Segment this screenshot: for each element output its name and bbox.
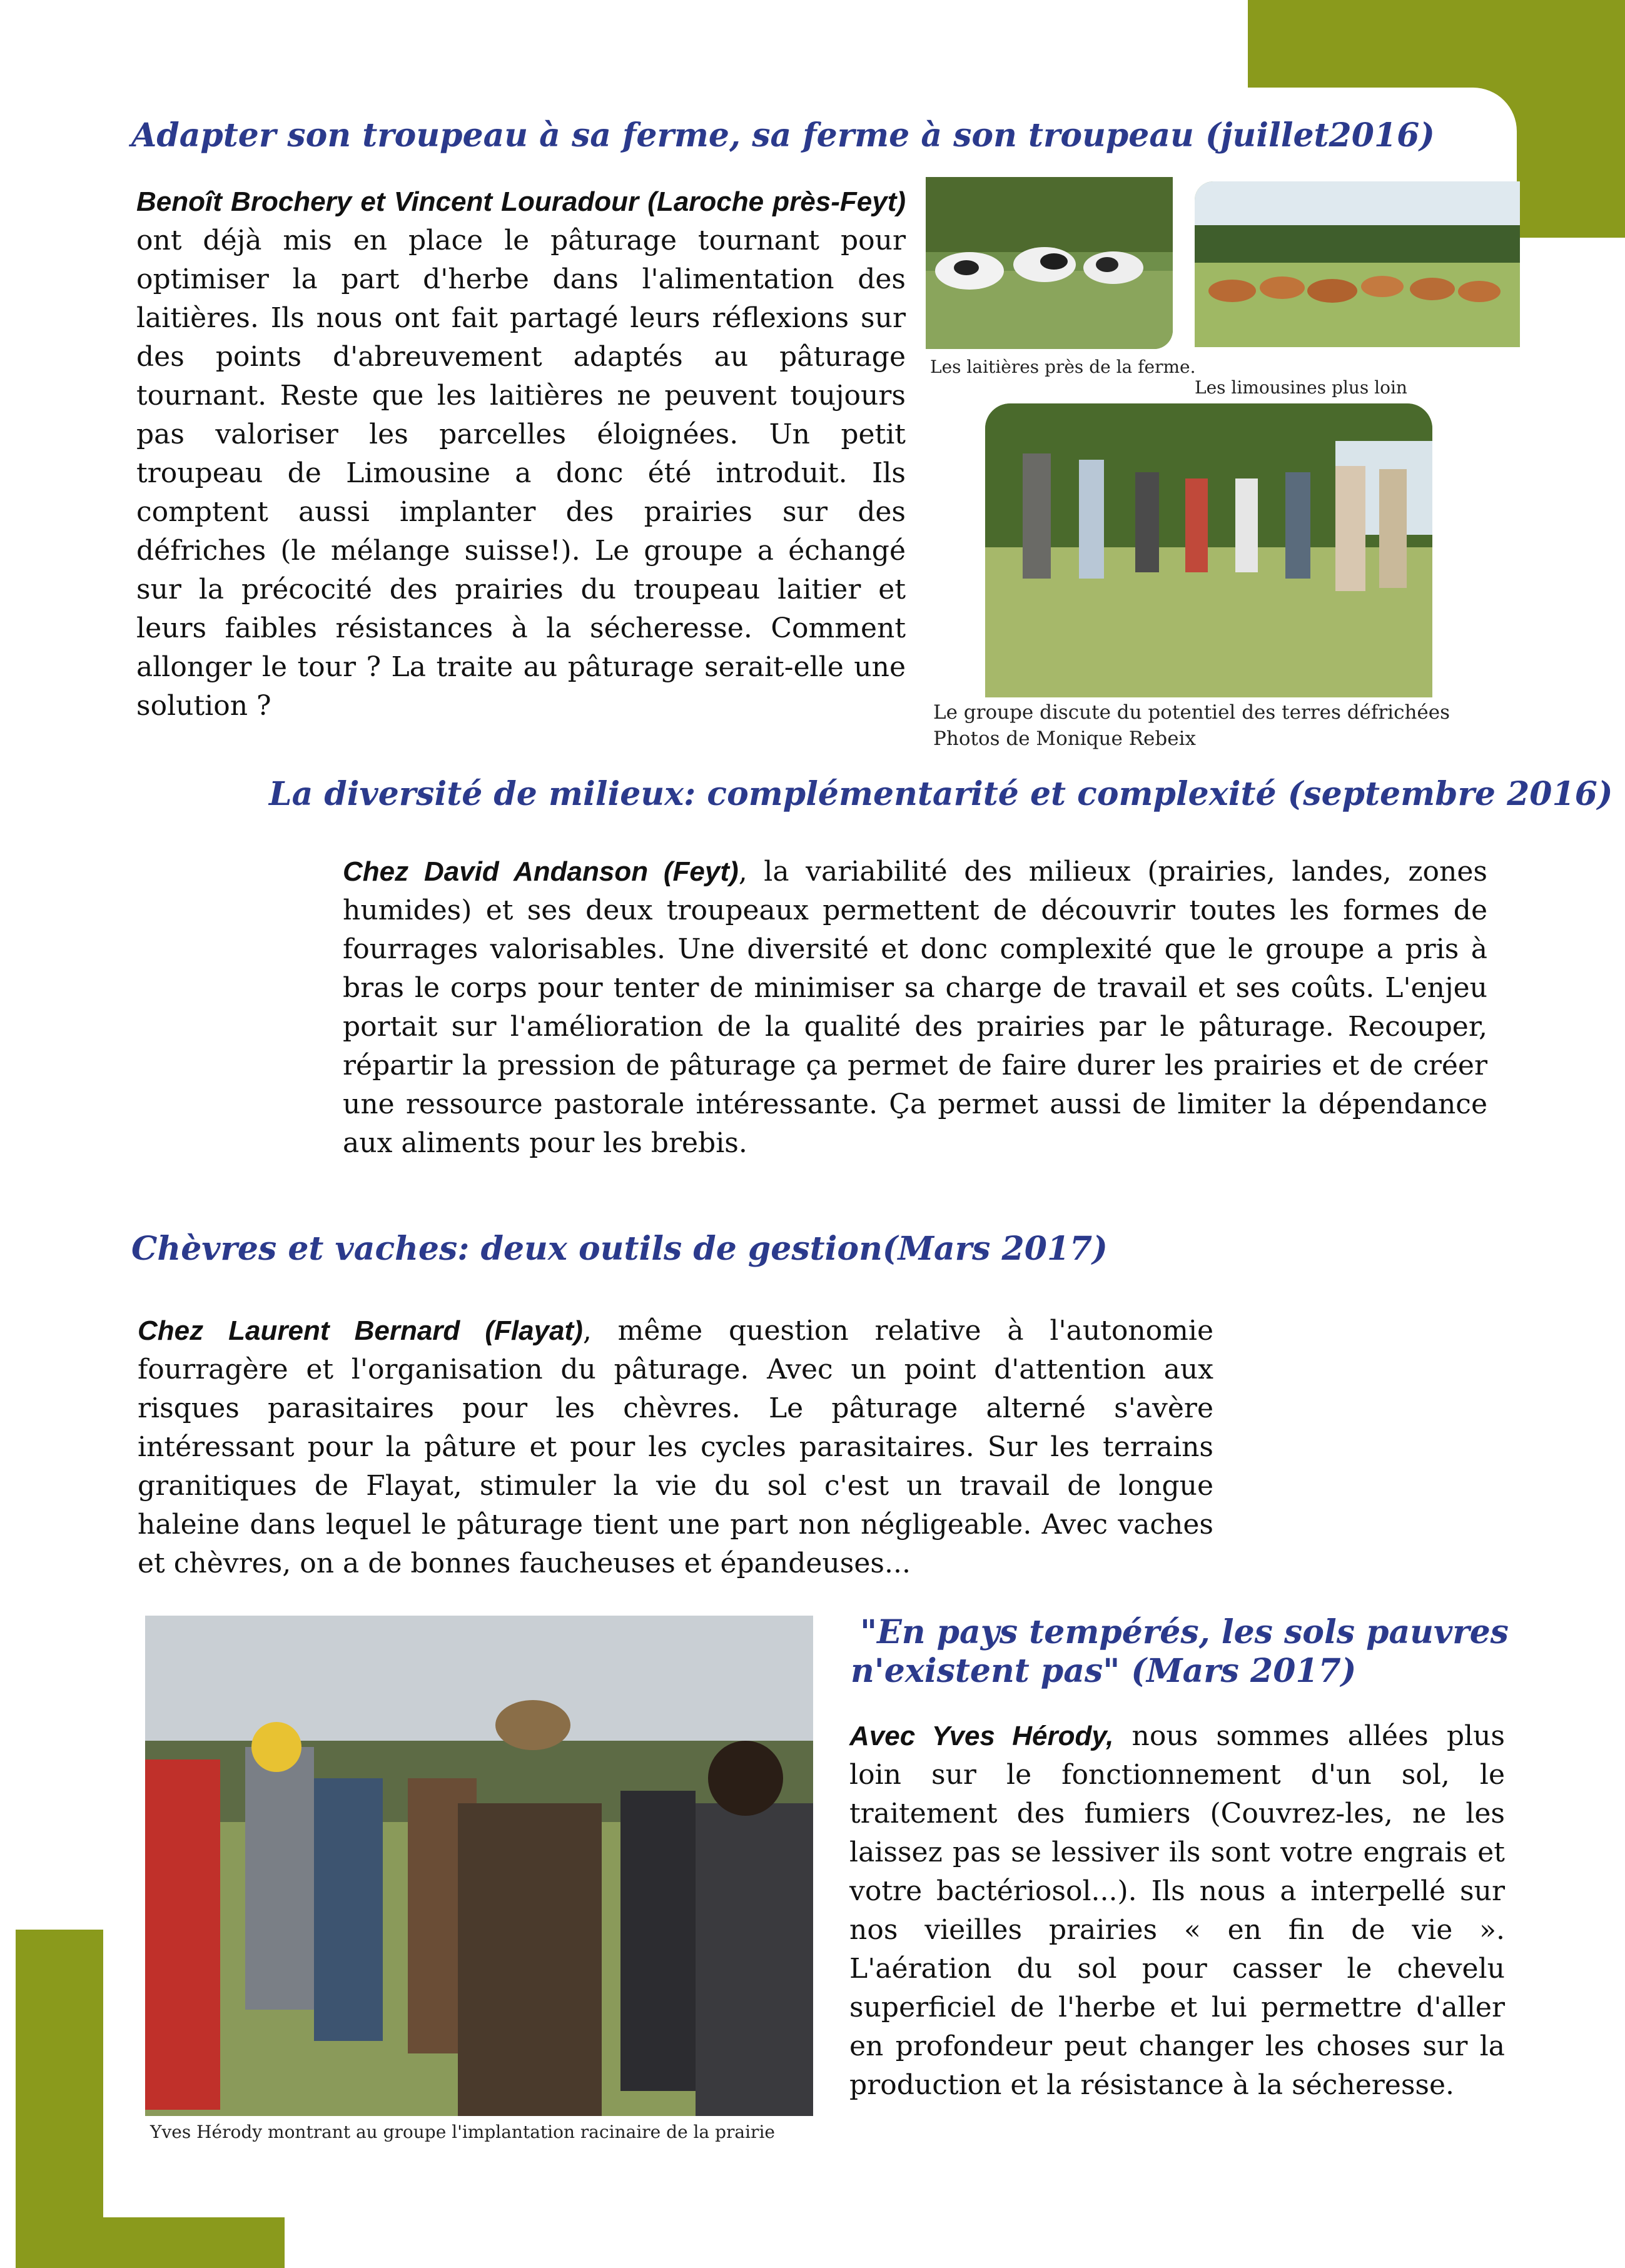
paragraph-text: , même question relative à l'autonomie fourragère et l'organisation du pâturage. Avec un point d'attention aux risques parasitaires pour les chèvres. Le pâturage alterné s'avère intéressant pour la pâture et pour les cycles parasitaires. Sur les terrains granitiques de Flayat, stimuler la vie du sol c'est un travail de longue haleine dans lequel le pâturage tient une part non négligeable. Avec vaches et chèvres, on a de bonnes faucheuses et épandeuses... [138, 1315, 1213, 1579]
section-title-line2: n'existent pas" (Mars 2017) [851, 1652, 1357, 1690]
caption-limousin-herd: Les limousines plus loin [1195, 377, 1407, 398]
bottom-left-green-accent-base [16, 2217, 285, 2268]
farmer-names: Benoît Brochery et Vincent Louradour (Laroche près-Feyt) [136, 186, 906, 217]
photo-root-demonstration [145, 1616, 813, 2116]
paragraph-text: , la variabilité des milieux (prairies, landes, zones humides) et ses deux troupeaux permettent de découvrir toutes les formes de fourrages valorisables. Une diversité et donc complexité que le groupe a pris à bras le corps pour tenter de minimiser sa charge de travail et ses coûts. L'enjeu portait sur l'amélioration de la qualité des prairies par le pâturage. Recouper, répartir la pression de pâturage ça permet de faire durer les prairies et de créer une ressource pastorale intéressante. Ça permet aussi de limiter la dépendance aux aliments pour les brebis. [343, 856, 1487, 1159]
section-title: "En pays tempérés, les sols pauvres [860, 1613, 1509, 1651]
paragraph-text: ont déjà mis en place le pâturage tournant pour optimiser la part d'herbe dans l'alimentation des laitières. Ils nous ont fait partagé leurs réflexions sur des points d'abreuvement adaptés au pâturage tournant. Reste que les laitières ne peuvent toujours pas valoriser les parcelles éloignées. Un petit troupeau de Limousine a donc été introduit. Ils comptent aussi implanter des prairies sur des défriches (le mélange suisse!). Le groupe a échangé sur la précocité des prairies du troupeau laitier et leurs faibles résistances à la sécheresse. Comment allonger le tour ? La traite au pâturage serait-elle une solution ? [136, 225, 906, 722]
section-paragraph [343, 853, 1487, 1163]
paragraph-text: nous sommes allées plus loin sur le fonctionnement d'un sol, le traitement des fumiers (Couvrez-les, ne les laissez pas se lessiver ils sont votre engrais et votre bactériosol...). Ils nous a interpellé sur nos vieilles prairies « en fin de vie ». L'aération du sol pour casser le chevelu superficiel de l'herbe et lui permettre d'aller en profondeur peut changer les choses sur la production et la résistance à la sécheresse. [849, 1720, 1505, 2101]
farmer-names: Chez David Andanson (Feyt) [343, 856, 739, 887]
section-title: Adapter son troupeau à sa ferme, sa ferme à son troupeau (juillet2016) [131, 116, 1435, 154]
farmer-names: Chez Laurent Bernard (Flayat) [138, 1315, 583, 1346]
caption-dairy-cows: Les laitières près de la ferme. [930, 357, 1196, 377]
photo-group-discussion [985, 403, 1432, 697]
section-title: Chèvres et vaches: deux outils de gestion(Mars 2017) [131, 1230, 1108, 1268]
caption-root-demonstration: Yves Hérody montrant au groupe l'implantation racinaire de la prairie [150, 2122, 775, 2142]
photo-limousin-herd [1195, 181, 1520, 347]
section-paragraph [138, 1312, 1213, 1583]
caption-group-discussion: Le groupe discute du potentiel des terres défrichées [933, 701, 1450, 724]
section-paragraph [849, 1717, 1505, 2105]
section-title: La diversité de milieux: complémentarité et complexité (septembre 2016) [269, 775, 1613, 813]
farmer-names: Avec Yves Hérody, [849, 1721, 1114, 1751]
section-paragraph [136, 183, 906, 726]
caption-photo-credit: Photos de Monique Rebeix [933, 727, 1196, 750]
photo-dairy-cows [926, 177, 1173, 349]
